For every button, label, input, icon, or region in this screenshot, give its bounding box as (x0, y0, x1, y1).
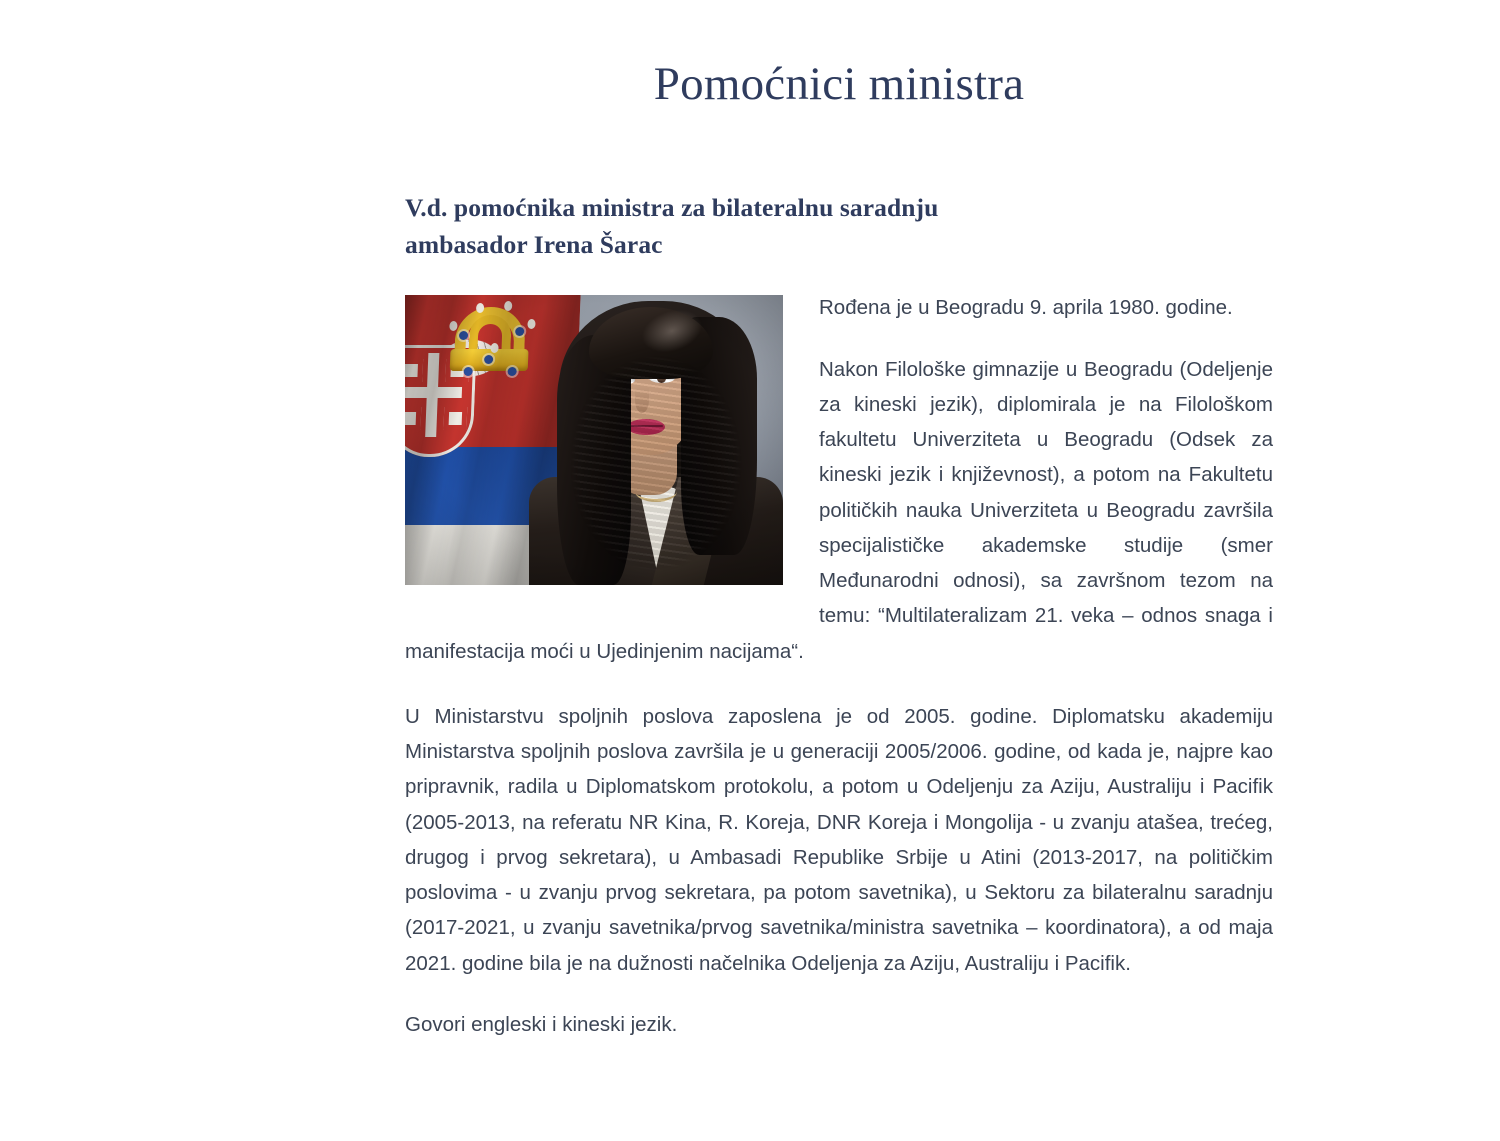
section-heading-line-1: V.d. pomoćnika ministra za bilateralnu saradnju (405, 193, 939, 223)
portrait-photo (405, 295, 783, 585)
bio-paragraph-4: Govori engleski i kineski jezik. (405, 1012, 678, 1036)
biography-body (405, 264, 1273, 1042)
bio-paragraph-2: Nakon Filološke gimnazije u Beogradu (Odeljenje za kineski jezik), diplomirala je na Filološkom fakultetu Univerziteta u Beogradu (Odsek za kineski jezik i književnost), a potom na Fakultetu političkih nauka Univerziteta u Beogradu završila specijalističke akademske studije (smer Međunarodni odnosi), sa završnom tezom na temu: “Multilateralizam 21. veka – odnos snaga i manifestacija moći u Ujedinjenim nacijama“. (405, 357, 1273, 663)
section-heading-line-2: ambasador Irena Šarac (405, 230, 663, 260)
portrait-subject (523, 295, 783, 585)
page-title: Pomoćnici ministra (653, 58, 1025, 110)
hair-strands (553, 315, 759, 585)
content-column (405, 0, 1273, 1042)
section-heading (405, 112, 1273, 264)
bio-paragraph-3: U Ministarstvu spoljnih poslova zaposlena je od 2005. godine. Diplomatsku akademiju Ministarstva spoljnih poslova završila je u generaciji 2005/2006. godine, od kada je, najpre kao pripravnik, radila u Diplomatskom protokolu, a potom u Odeljenju za Aziju, Australiju i Pacifik (2005-2013, na referatu NR Kina, R. Koreja, DNR Koreja i Mongolija - u zvanju atašea, trećeg, drugog i prvog sekretara), u Ambasadi Republike Srbije u Atini (2013-2017, na političkim poslovima - u zvanju prvog sekretara, pa potom savetnika), u Sektoru za bilateralnu saradnju (2017-2021, u zvanju savetnika/prvog savetnika/ministra savetnika – koordinatora), a od maja 2021. godine bila je na dužnosti načelnika Odeljenja za Aziju, Australiju i Pacifik. (405, 704, 1273, 975)
bio-paragraph-1: Rođena je u Beogradu 9. aprila 1980. godine. (819, 296, 1233, 320)
